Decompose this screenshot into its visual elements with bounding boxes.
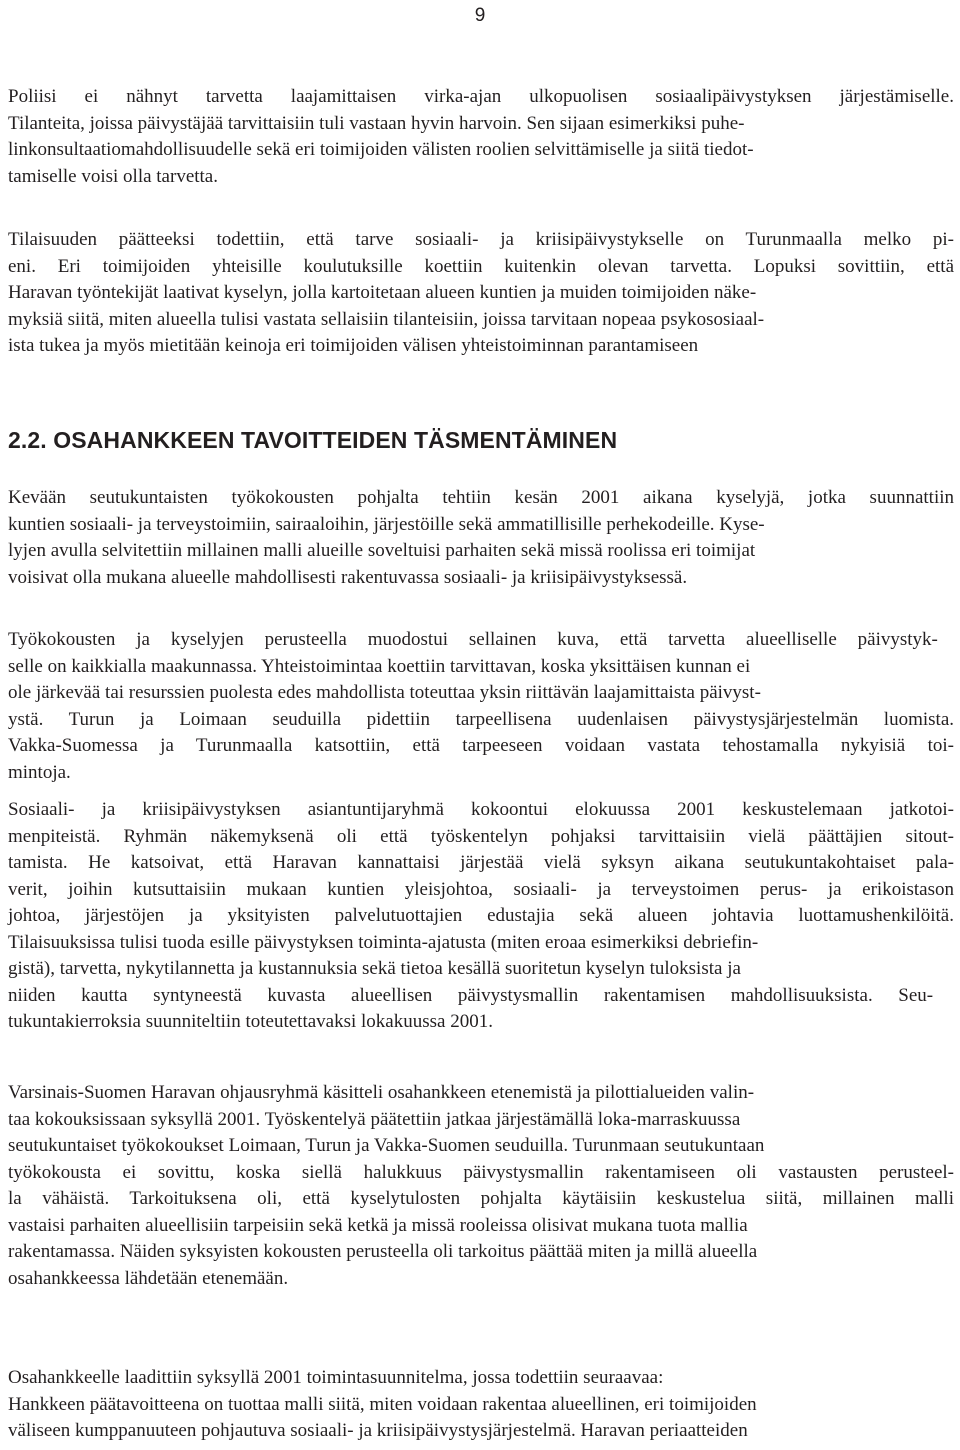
text-line: kuntien sosiaali- ja terveystoimiin, sairaaloihin, järjestöille sekä ammatillisille perhekodeille. Kyse- bbox=[8, 513, 765, 535]
text-line: Hankkeen päätavoitteena on tuottaa malli siitä, miten voidaan rakentaa alueellinen, eri toimijoiden bbox=[8, 1393, 757, 1415]
section-heading: 2.2. OSAHANKKEEN TAVOITTEIDEN TÄSMENTÄMINEN bbox=[8, 427, 618, 453]
paragraph-action-plan bbox=[8, 1365, 956, 1445]
text-line: Sosiaali- ja kriisipäivystyksen asiantuntijaryhmä kokoontui elokuussa 2001 keskustelemaan jatkotoi- bbox=[8, 799, 954, 820]
text-line: ole järkevää tai resurssien puolesta edes mahdollista toteuttaa yksin riittävän laajamittaista päivyst- bbox=[8, 682, 761, 703]
text-line: Varsinais-Suomen Haravan ohjausryhmä käsitteli osahankkeen etenemistä ja pilottialueiden valin- bbox=[8, 1082, 755, 1103]
text-line: gistä), tarvetta, nykytilannetta ja kustannuksia sekä tietoa kesällä suoritetun kyselyn tuloksista ja bbox=[8, 958, 741, 979]
paragraph-workshop-results bbox=[8, 627, 956, 786]
text-line: niiden kautta syntyneestä kuvasta alueellisen päivystysmallin rakentamisen mahdollisuuksista. Seu- bbox=[8, 984, 934, 1006]
paragraph-expert-group bbox=[8, 797, 956, 1036]
text-line: Poliisi ei nähnyt tarvetta laajamittaisen virka-ajan ulkopuolisen sosiaalipäivystyksen järjestämiselle. bbox=[8, 86, 954, 107]
text-line: linkonsultaatiomahdollisuudelle sekä eri toimijoiden välisten roolien selvittämiselle ja siitä tiedot- bbox=[8, 139, 754, 160]
text-line: verit, joihin kutsuttaisiin mukaan kuntien yleisjohtoa, sosiaali- ja terveystoimen perus- ja erikoistason bbox=[8, 878, 954, 900]
text-line: vastaisi parhaiten alueellisiin tarpeisiin sekä ketkä ja missä rooleissa olisivat mukana tuota mallia bbox=[8, 1214, 748, 1236]
text-line: tukuntakierroksia suunniteltiin toteutettavaksi lokakuussa 2001. bbox=[8, 1011, 493, 1032]
paragraph-steering-group bbox=[8, 1080, 956, 1292]
text-line: johtoa, järjestöjen ja yksityisten palvelutuottajien edustajia sekä alueen johtavia luottamushenkilöitä. bbox=[8, 905, 954, 926]
text-line: työkokousta ei sovittu, koska siellä halukkuus päivystysmallin rakentamiseen oli vastausten perusteel- bbox=[8, 1161, 954, 1183]
paragraph-surveys bbox=[8, 485, 956, 591]
text-line: eni. Eri toimijoiden yhteisille koulutuksille koettiin kuitenkin olevan tarvetta. Lopuksi sovittiin, että bbox=[8, 255, 954, 277]
text-line: tamista. He katsoivat, että Haravan kannattaisi järjestää vielä syksyn aikana seutukuntakohtaiset pala- bbox=[8, 852, 954, 873]
text-line: tamiselle voisi olla tarvetta. bbox=[8, 165, 218, 187]
text-line: selle on kaikkialla maakunnassa. Yhteistoimintaa koettiin tarvittavan, koska yksittäisen kunnan ei bbox=[8, 655, 751, 677]
text-line: väliseen kumppanuuteen pohjautuva sosiaali- ja kriisipäivystysjärjestelmä. Haravan periaatteiden bbox=[8, 1420, 748, 1441]
text-line: menpiteistä. Ryhmän näkemyksenä oli että työskentelyn pohjaksi tarvittaisiin vielä päättäjien sitout- bbox=[8, 825, 954, 847]
text-line: Osahankkeelle laadittiin syksyllä 2001 toimintasuunnitelma, jossa todettiin seuraavaa: bbox=[8, 1367, 664, 1388]
text-line: Kevään seutukuntaisten työkokousten pohjalta tehtiin kesän 2001 aikana kyselyjä, jotka suunnattiin bbox=[8, 487, 954, 508]
paragraph-police-view bbox=[8, 84, 956, 190]
text-line: osahankkeessa lähdetään etenemään. bbox=[8, 1267, 289, 1289]
text-line: Työkokousten ja kyselyjen perusteella muodostui sellainen kuva, että tarvetta alueelliselle päivystyk- bbox=[8, 629, 938, 650]
text-line: ista tukea ja myös mietitään keinoja eri toimijoiden välisen yhteistoiminnan parantamiseen bbox=[8, 335, 699, 356]
text-line: lyjen avulla selvitettiin millainen malli alueille soveltuisi parhaiten sekä missä roolissa eri toimijat bbox=[8, 540, 756, 561]
text-line: rakentamassa. Näiden syksyisten kokousten perusteella oli tarkoitus päättää miten ja millä alueella bbox=[8, 1241, 758, 1262]
text-line: ystä. Turun ja Loimaan seuduilla pidettiin tarpeellisena uudenlaisen päivystysjärjestelmän luomista. bbox=[8, 708, 954, 730]
text-line: taa kokouksissaan syksyllä 2001. Työskentelyä päätettiin jatkaa järjestämällä loka-marraskuussa bbox=[8, 1108, 741, 1130]
page-number: 9 bbox=[474, 5, 486, 26]
text-line: Tilaisuuden päätteeksi todettiin, että tarve sosiaali- ja kriisipäivystykselle on Turunmaalla melko pi- bbox=[8, 229, 954, 250]
paragraph-turunmaa-conclusion bbox=[8, 227, 956, 360]
text-line: Tilaisuuksissa tulisi tuoda esille päivystyksen toiminta-ajatusta (miten eroaa esimerkiksi debriefin- bbox=[8, 931, 759, 953]
text-line: Tilanteita, joissa päivystäjää tarvittaisiin tuli vastaan hyvin harvoin. Sen sijaan esimerkiksi puhe- bbox=[8, 112, 745, 134]
text-line: Vakka-Suomessa ja Turunmaalla katsottiin, että tarpeeseen voidaan vastata tehostamalla nykyisiä toi- bbox=[8, 735, 954, 756]
text-line: voisivat olla mukana alueelle mahdollisesti rakentuvassa sosiaali- ja kriisipäivystyksessä. bbox=[8, 566, 688, 588]
text-line: seutukuntaiset työkokoukset Loimaan, Turun ja Vakka-Suomen seuduilla. Turunmaan seutukuntaan bbox=[8, 1135, 765, 1156]
text-line: Haravan työntekijät laativat kyselyn, jolla kartoitetaan alueen kuntien ja muiden toimijoiden näke- bbox=[8, 282, 757, 303]
text-line: la vähäistä. Tarkoituksena oli, että kyselytulosten pohjalta käytäisiin keskustelua siitä, millainen malli bbox=[8, 1188, 954, 1209]
text-line: mintoja. bbox=[8, 761, 71, 783]
text-line: myksiä siitä, miten alueella tulisi vastata sellaisiin tilanteisiin, joissa tarvitaan nopeaa psykososiaal- bbox=[8, 308, 765, 330]
